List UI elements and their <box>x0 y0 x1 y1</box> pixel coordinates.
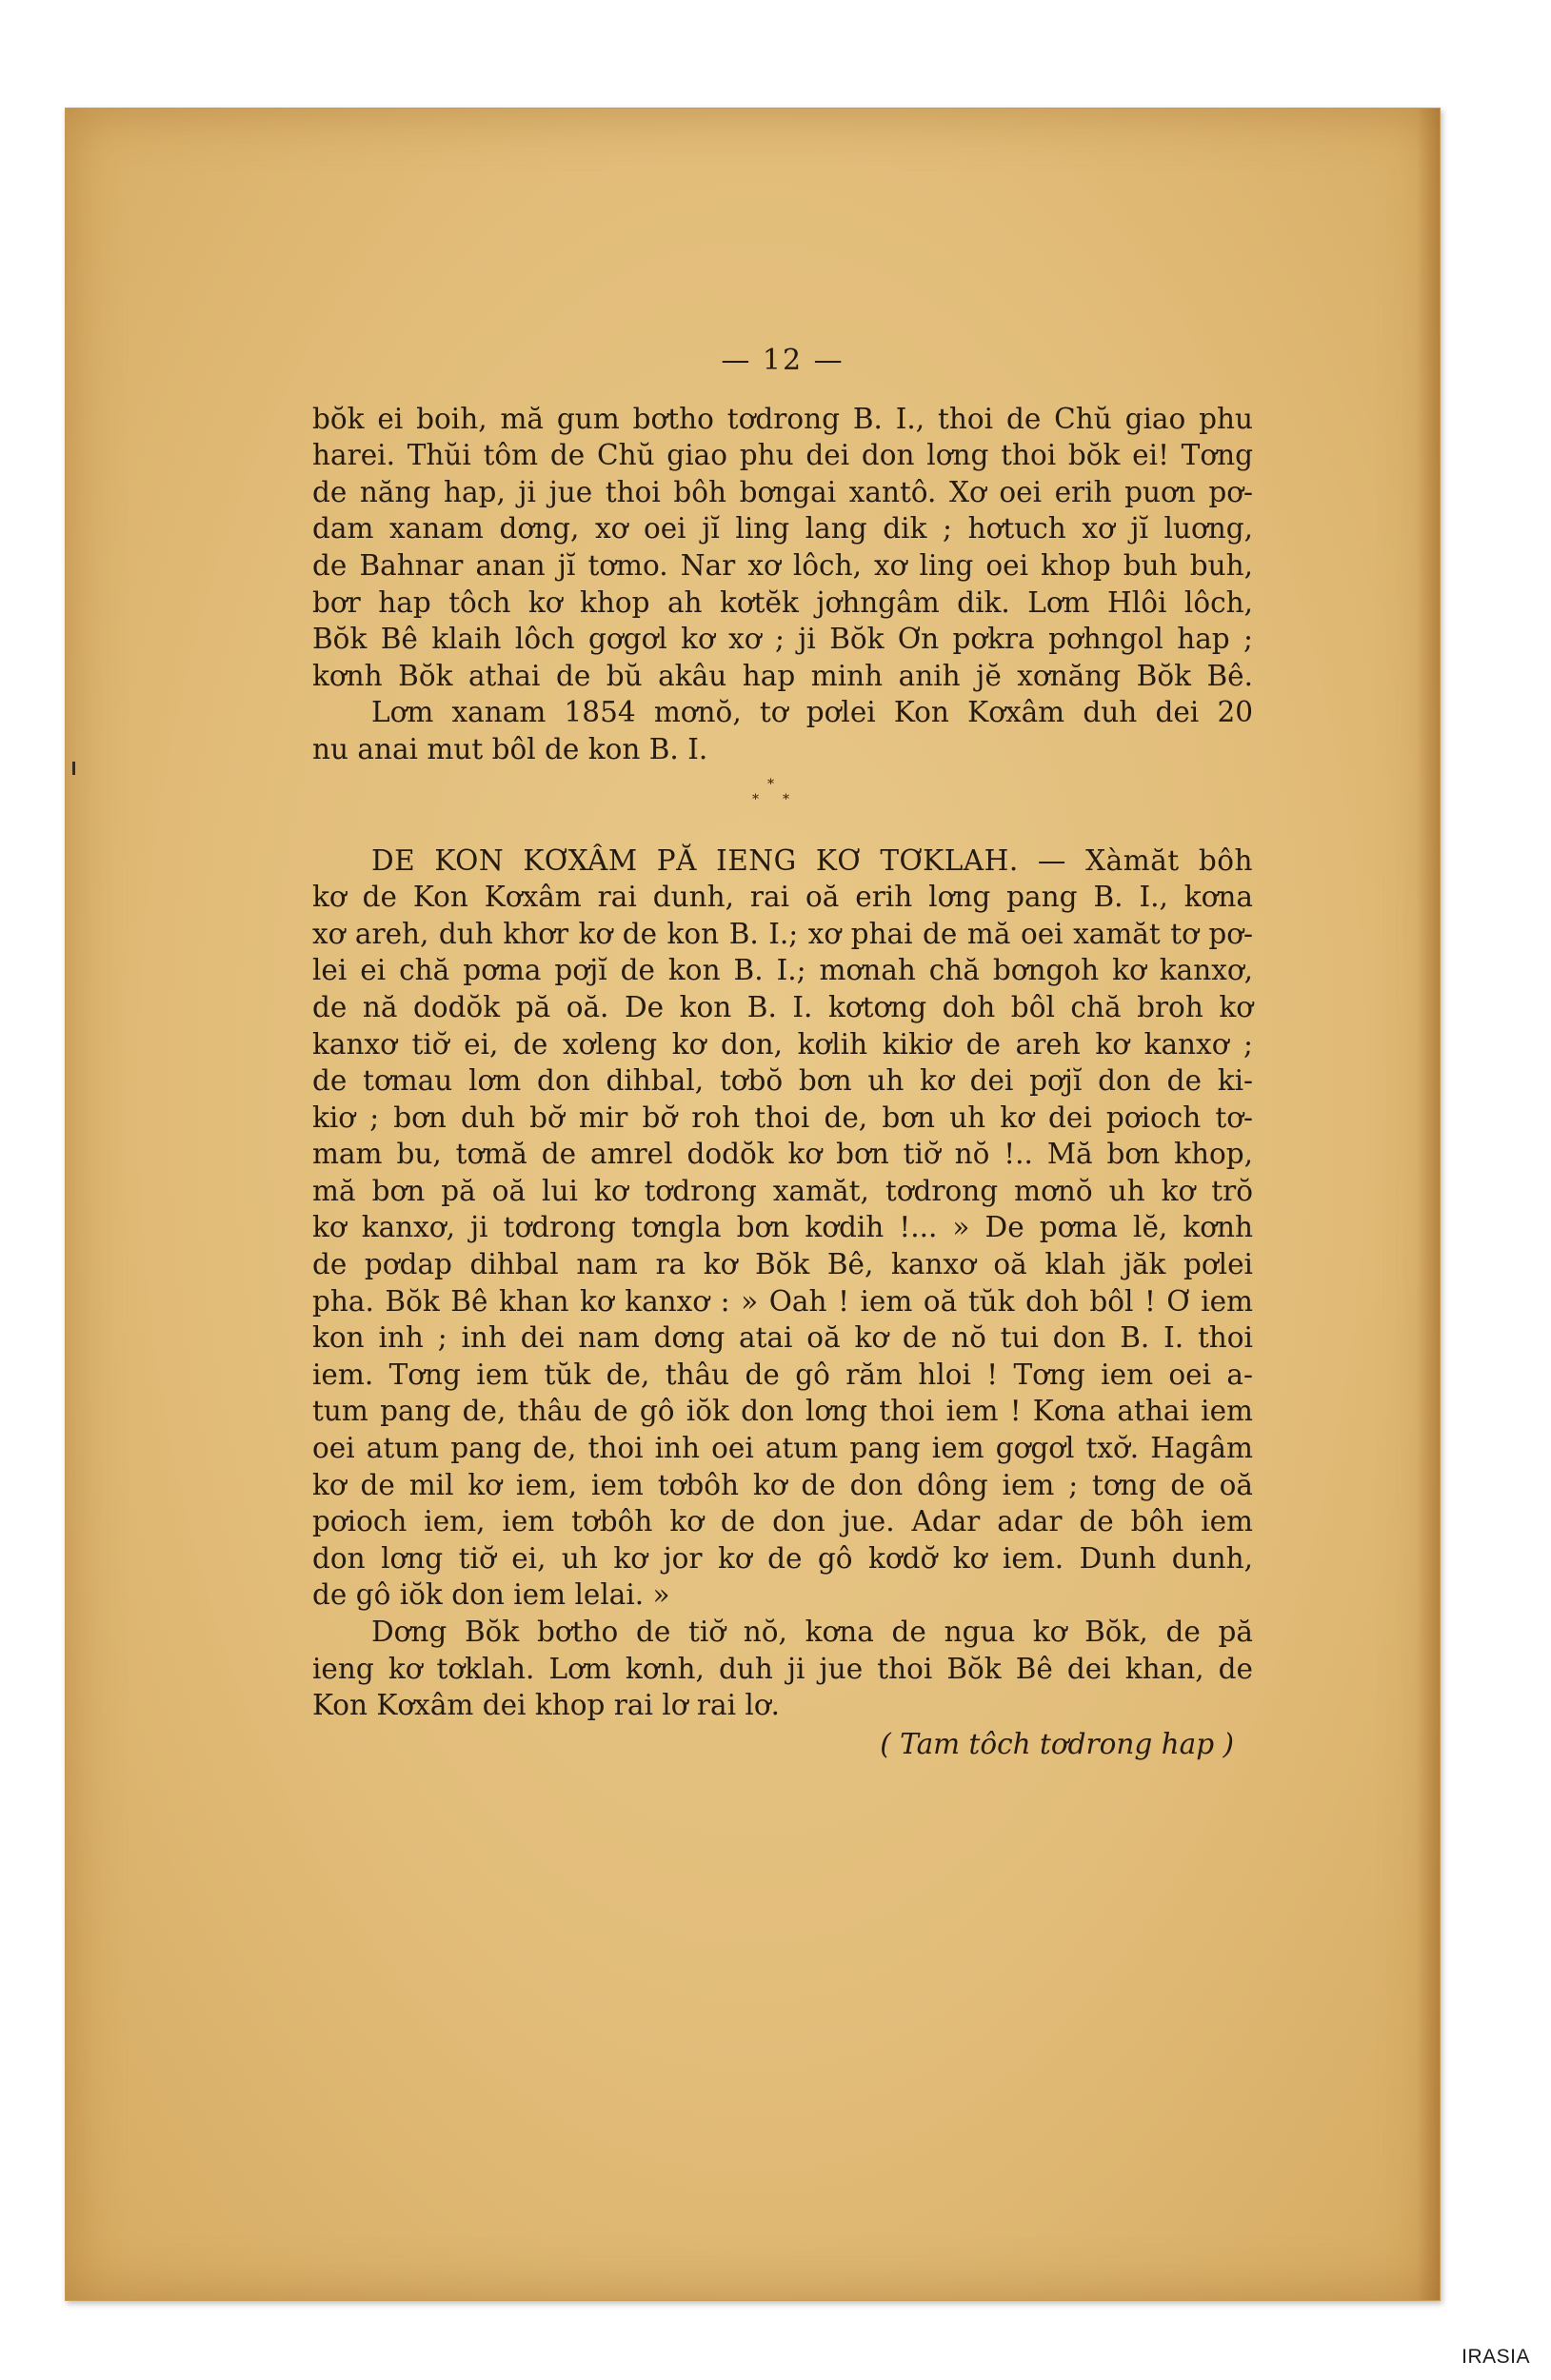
text-line: de năng hap, ji jue thoi bôh bơngai xantô. Xơ oei erih puơn pơ- <box>312 475 1253 508</box>
text-line: Dơng Bŏk bơtho de tiơ̆ nŏ, kơna de ngua kơ Bŏk, de pă <box>371 1616 1253 1648</box>
text-line: bŏk ei boih, mă gum bơtho tơdrong B. I., thoi de Chŭ giao phu <box>312 402 1253 435</box>
text-line: ieng kơ tơklah. Lơm kơnh, duh ji jue thoi Bŏk Bê dei khan, de <box>312 1652 1253 1685</box>
archive-watermark: IRASIA <box>1462 2346 1530 2368</box>
text-line: dam xanam dơng, xơ oei jĭ ling lang dik ; hơtuch xơ jĭ luơng, <box>312 512 1253 545</box>
separator-star: * <box>767 776 774 792</box>
text-line: iem. Tơng iem tŭk de, thâu de gô răm hloi ! Tơng iem oei a- <box>312 1358 1253 1391</box>
separator-star: * <box>783 791 789 807</box>
text-line: de tơmau lơm don dihbal, tơbŏ bơn uh kơ dei pơjĭ don de ki- <box>312 1064 1253 1098</box>
paragraph-4 <box>312 1614 1253 1724</box>
paragraph-2 <box>312 694 1253 767</box>
text-line: kơ kanxơ, ji tơdrong tơngla bơn kơdih !... » De pơma lĕ, kơnh <box>312 1211 1253 1244</box>
text-line: de pơdap dihbal nam ra kơ Bŏk Bê, kanxơ oă klah jăk pơlei <box>312 1248 1253 1281</box>
text-line: kơ de Kon Kơxâm rai dunh, rai oă erih lơng pang B. I., kơna <box>312 881 1253 914</box>
text-line: harei. Thŭi tôm de Chŭ giao phu dei don lơng thoi bŏk ei! Tơng <box>312 439 1253 472</box>
text-line: kon inh ; inh dei nam dơng atai oă kơ de nŏ tui don B. I. thoi <box>312 1321 1253 1355</box>
paragraph-1 <box>312 401 1253 695</box>
text-line: pha. Bŏk Bê khan kơ kanxơ : » Oah ! iem oă tŭk doh bôl ! Ơ iem <box>312 1284 1253 1318</box>
separator-star: * <box>752 791 759 807</box>
text-line: pơioch iem, iem tơbôh kơ de don jue. Adar adar de bôh iem <box>312 1505 1253 1538</box>
text-line: tum pang de, thâu de gô iŏk don lơng thoi iem ! Kơna athai iem <box>312 1395 1253 1428</box>
text-line: xơ areh, duh khơr kơ de kon B. I.; xơ phai de mă oei xamăt tơ pơ- <box>312 917 1253 950</box>
text-line: lei ei chă pơma pơjĭ de kon B. I.; mơnah chă bơngoh kơ kanxơ, <box>312 954 1253 987</box>
text-line: kơnh Bŏk athai de bŭ akâu hap minh anih jĕ xơnăng Bŏk Bê. <box>312 659 1253 692</box>
text-line: mam bu, tơmă de amrel dodŏk kơ bơn tiơ̆ nŏ !.. Mă bơn khop, <box>312 1138 1253 1171</box>
text-line: de nă dodŏk pă oă. De kon B. I. kơtơng doh bôl chă broh kơ <box>312 990 1253 1023</box>
text-line: de gô iŏk don iem lelai. » <box>312 1578 670 1612</box>
page-text <box>312 343 1253 1762</box>
page-number: — 12 — <box>721 344 845 377</box>
text-line: kơ de mil kơ iem, iem tơbôh kơ de don dông iem ; tơng de oă <box>312 1468 1253 1501</box>
text-line: oei atum pang de, thoi inh oei atum pang iem gơgơl txơ̆. Hagâm <box>312 1432 1253 1465</box>
paper-blemish <box>72 762 75 775</box>
text-line: bơr hap tôch kơ khop ah kơtĕk jơhngâm dik. Lơm Hlôi lôch, <box>312 585 1253 619</box>
text-line: don lơng tiơ̆ ei, uh kơ jor kơ de gô kơdơ̆ kơ iem. Dunh dunh, <box>312 1541 1253 1575</box>
text-line: kanxơ tiơ̆ ei, de xơleng kơ don, kơlih kikiơ de areh kơ kanxơ ; <box>312 1027 1253 1061</box>
text-line: Lơm xanam 1854 mơnŏ, tơ pơlei Kon Kơxâm duh dei 20 <box>371 696 1253 729</box>
text-line: kiơ ; bơn duh bơ̆ mir bơ̆ roh thoi de, bơn uh kơ dei pơioch tơ- <box>312 1101 1253 1134</box>
section-separator <box>312 768 1253 843</box>
continuation-note: ( Tam tôch tơdrong hap ) <box>880 1727 1234 1760</box>
text-line: de Bahnar anan jĭ tơmo. Nar xơ lôch, xơ ling oei khop buh buh, <box>312 548 1253 582</box>
text-line: mă bơn pă oă lui kơ tơdrong xamăt, tơdrong mơnŏ uh kơ trŏ <box>312 1174 1253 1207</box>
section-heading-line: DE KON KƠXÂM PĂ IENG KƠ TƠKLAH. — Xàmăt bôh <box>371 843 1253 877</box>
paragraph-3 <box>312 843 1253 1614</box>
text-line: Bŏk Bê klaih lôch gơgơl kơ xơ ; ji Bŏk Ơn pơkra pơhngol hap ; <box>312 623 1253 656</box>
text-line: Kon Kơxâm dei khop rai lơ rai lơ. <box>312 1689 780 1722</box>
text-line: nu anai mut bôl de kon B. I. <box>312 732 708 765</box>
